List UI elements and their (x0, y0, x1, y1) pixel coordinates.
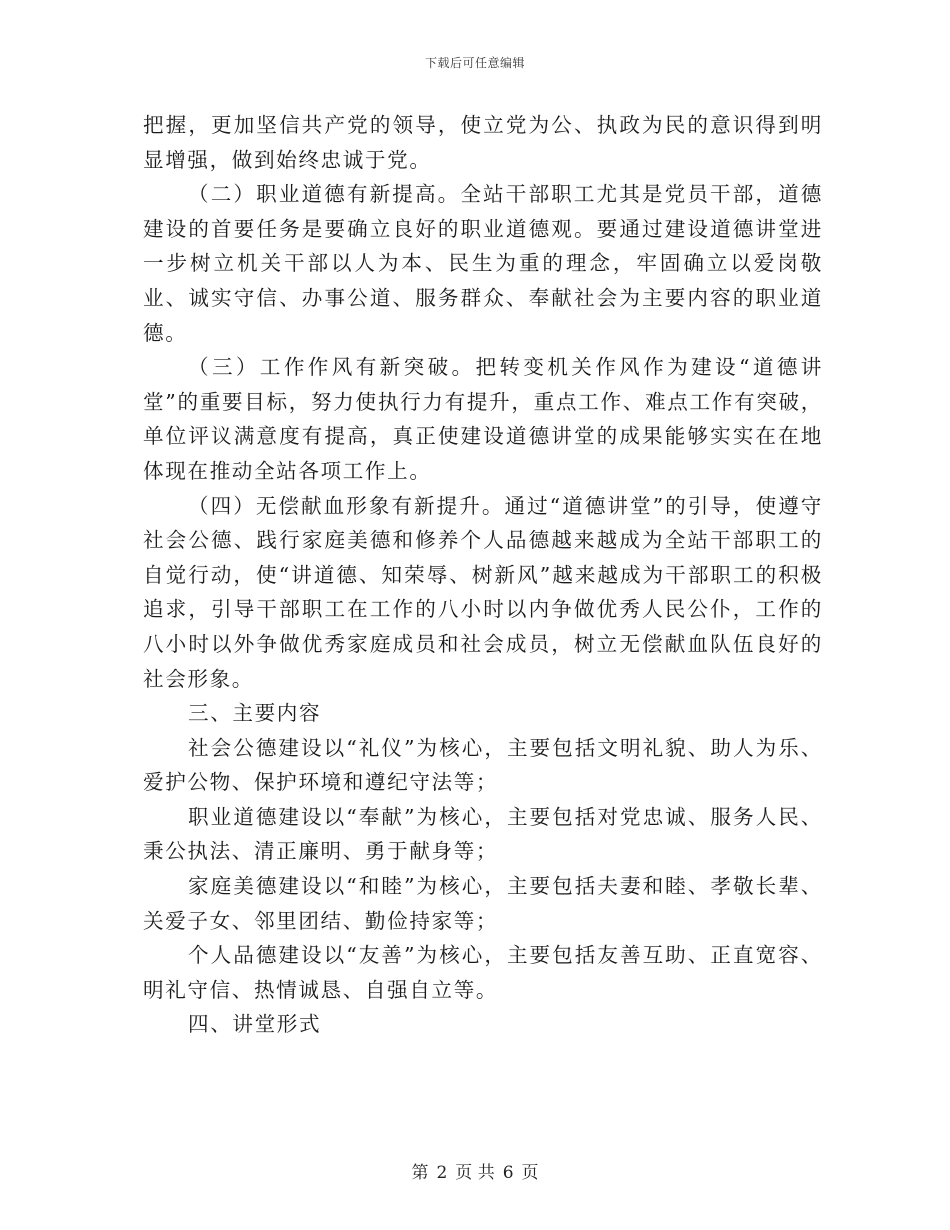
paragraph-1: 把握，更加坚信共产党的领导，使立党为公、执政为民的意识得到明显增强，做到始终忠诚于党。 (143, 113, 823, 172)
paragraph-personal-character: 个人品德建设以“友善”为核心，主要包括友善互助、正直宽容、明礼守信、热情诚恳、自强自立等。 (143, 943, 823, 1002)
section-heading-lecture-format: 四、讲堂形式 (188, 1012, 322, 1037)
footer-prefix: 第 (411, 1163, 429, 1183)
paragraph-2: （二）职业道德有新提高。全站干部职工尤其是党员干部，道德建设的首要任务是要确立良好的职业道德观。要通过建设道德讲堂进一步树立机关干部以人为本、民生为重的理念，牢固确立以爱岗敬业、诚实守信、办事公道、服务群众、奉献社会为主要内容的职业道德。 (143, 182, 823, 345)
footer-current-page: 2 (436, 1163, 448, 1183)
section-heading-main-content: 三、主要内容 (188, 701, 322, 726)
paragraph-4: （四）无偿献血形象有新提升。通过“道德讲堂”的引导，使遵守社会公德、践行家庭美德和修养个人品德越来越成为全站干部职工的自觉行动，使“讲道德、知荣辱、树新风”越来越成为干部职工的积极追求，引导干部职工在工作的八小时以内争做优秀人民公仆，工作的八小时以外争做优秀家庭成员和社会成员，树立无偿献血队伍良好的社会形象。 (143, 493, 824, 691)
page-number-footer (0, 1158, 950, 1183)
page-header-note: 下载后可任意编辑 (424, 56, 525, 70)
paragraph-professional-ethics: 职业道德建设以“奉献”为核心，主要包括对党忠诚、服务人民、秉公执法、清正廉明、勇于献身等； (143, 804, 823, 864)
footer-suffix: 页 (521, 1163, 539, 1183)
document-body (143, 108, 823, 1042)
paragraph-social-morality: 社会公德建设以“礼仪”为核心，主要包括文明礼貌、助人为乐、爱护公物、保护环境和遵纪守法等； (143, 735, 823, 795)
footer-middle: 页 共 (455, 1163, 495, 1183)
paragraph-3: （三）工作作风有新突破。把转变机关作风作为建设“道德讲堂”的重要目标，努力使执行力有提升，重点工作、难点工作有突破，单位评议满意度有提高，真正使建设道德讲堂的成果能够实实在在地体现在推动全站各项工作上。 (143, 355, 823, 483)
paragraph-family-virtue: 家庭美德建设以“和睦”为核心，主要包括夫妻和睦、孝敬长辈、关爱子女、邻里团结、勤俭持家等； (143, 874, 823, 933)
footer-total-pages: 6 (502, 1163, 514, 1183)
